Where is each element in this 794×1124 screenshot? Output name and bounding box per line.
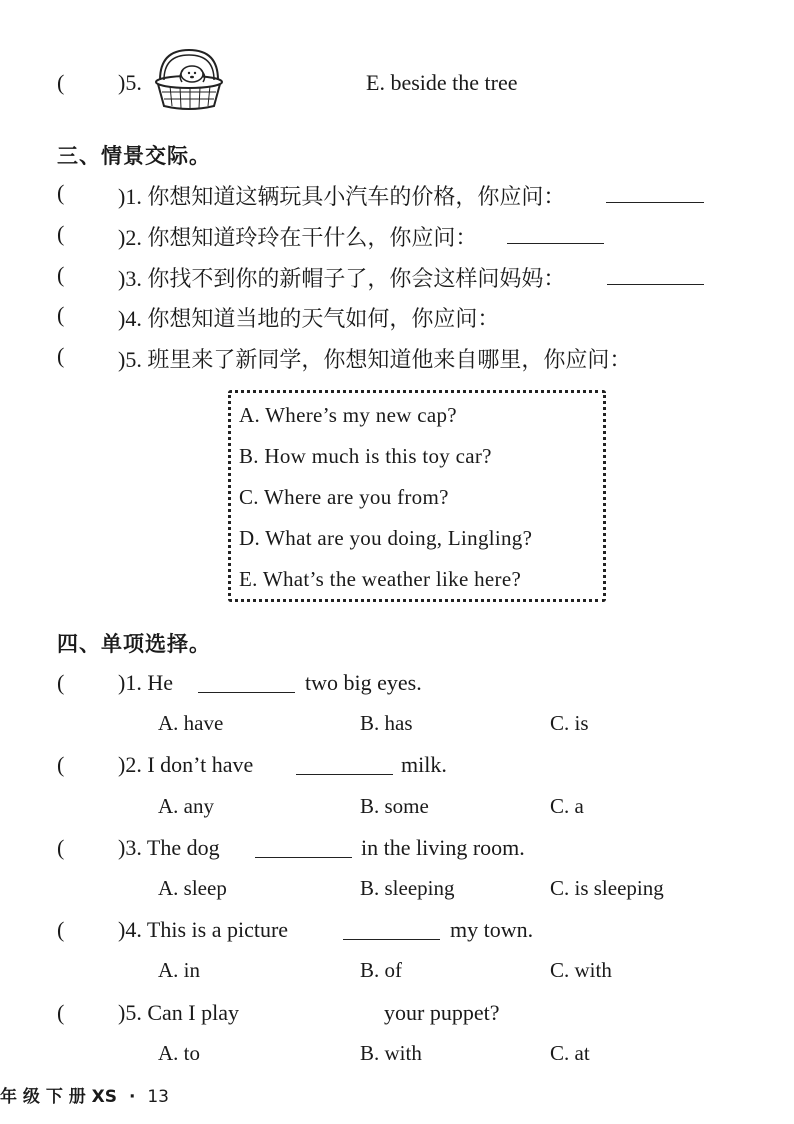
answer-paren[interactable]: ( [57, 302, 65, 327]
answer-paren[interactable]: ( [57, 917, 65, 942]
choice-a[interactable]: A. to [158, 1041, 200, 1065]
choice-c[interactable]: C. is [550, 711, 589, 735]
section-3-title: 三、情景交际。 [57, 144, 211, 168]
options-box [228, 390, 606, 602]
answer-paren[interactable]: ( [57, 70, 65, 95]
footer-label: 年 级 下 册 XS [0, 1087, 118, 1107]
choice-b[interactable]: B. sleeping [360, 876, 455, 900]
item-number: )5. [118, 70, 142, 95]
question-text: )2. I don’t have [118, 752, 254, 777]
answer-blank[interactable] [198, 692, 295, 693]
page-number: 13 [147, 1087, 169, 1107]
choice-a[interactable]: A. have [158, 711, 224, 735]
question-text: in the living room. [361, 835, 525, 860]
choice-c[interactable]: C. is sleeping [550, 876, 664, 900]
answer-paren[interactable]: ( [57, 180, 65, 205]
choice-c[interactable]: C. a [550, 794, 584, 818]
footer-separator: · [128, 1087, 136, 1107]
choice-c[interactable]: C. with [550, 958, 612, 982]
choice-b[interactable]: B. some [360, 794, 429, 818]
choice-b[interactable]: B. has [360, 711, 413, 735]
answer-blank[interactable] [606, 202, 704, 203]
question-text: )3. 你找不到你的新帽子了，你会这样问妈妈： [118, 266, 566, 291]
question-text: )2. 你想知道玲玲在干什么，你应问： [118, 225, 478, 250]
answer-blank[interactable] [255, 857, 352, 858]
answer-paren[interactable]: ( [57, 343, 65, 368]
answer-blank[interactable] [296, 774, 393, 775]
question-text: milk. [401, 752, 447, 777]
section-4-title: 四、单项选择。 [57, 632, 211, 656]
question-text: )5. 班里来了新同学，你想知道他来自哪里，你应问： [118, 347, 632, 372]
option-e: E. beside the tree [366, 70, 518, 95]
question-text: )3. The dog [118, 835, 220, 860]
answer-blank[interactable] [507, 243, 604, 244]
choice-a[interactable]: A. in [158, 958, 200, 982]
answer-paren[interactable]: ( [57, 1000, 65, 1025]
option-c: C. Where are you from? [239, 485, 449, 509]
option-b: B. How much is this toy car? [239, 444, 492, 468]
question-text: )1. He [118, 670, 173, 695]
choice-b[interactable]: B. of [360, 958, 402, 982]
answer-paren[interactable]: ( [57, 752, 65, 777]
answer-paren[interactable]: ( [57, 221, 65, 246]
answer-blank[interactable] [343, 939, 440, 940]
answer-paren[interactable]: ( [57, 835, 65, 860]
option-d: D. What are you doing, Lingling? [239, 526, 533, 550]
question-text: my town. [450, 917, 534, 942]
choice-c[interactable]: C. at [550, 1041, 590, 1065]
page-footer [0, 1082, 169, 1107]
option-e: E. What’s the weather like here? [239, 567, 522, 591]
answer-paren[interactable]: ( [57, 670, 65, 695]
option-a: A. Where’s my new cap? [239, 403, 457, 427]
question-text: )4. 你想知道当地的天气如何，你应问： [118, 306, 500, 331]
answer-paren[interactable]: ( [57, 262, 65, 287]
question-text: )5. Can I play [118, 1000, 239, 1025]
question-text: your puppet? [384, 1000, 500, 1025]
question-text: )1. 你想知道这辆玩具小汽车的价格，你应问： [118, 184, 566, 209]
choice-b[interactable]: B. with [360, 1041, 422, 1065]
question-text: two big eyes. [305, 670, 422, 695]
basket-picture [150, 46, 228, 118]
choice-a[interactable]: A. any [158, 794, 214, 818]
choice-a[interactable]: A. sleep [158, 876, 227, 900]
question-text: )4. This is a picture [118, 917, 289, 942]
answer-blank[interactable] [607, 284, 704, 285]
